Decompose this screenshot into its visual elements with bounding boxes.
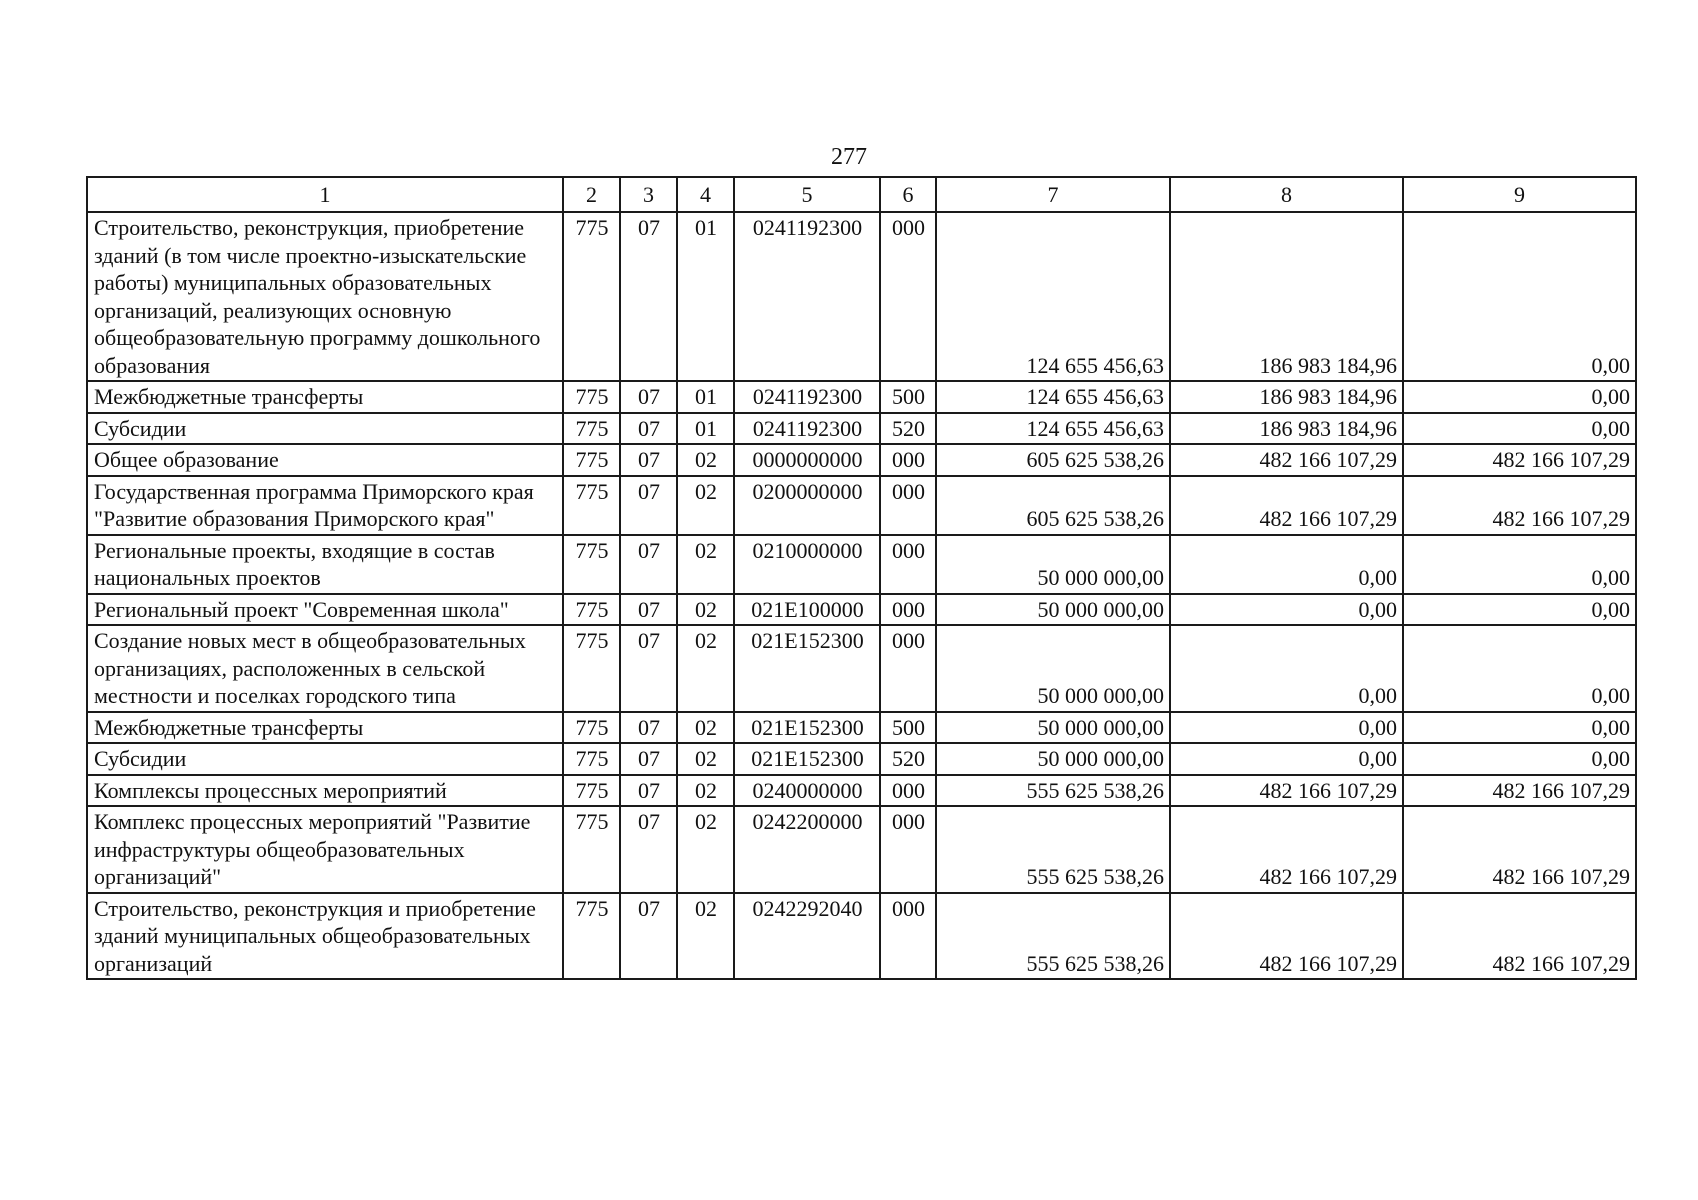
table-row xyxy=(87,212,1636,381)
amount-col7: 605 625 538,26 xyxy=(936,476,1170,535)
department-code: 775 xyxy=(563,381,620,413)
subsection-code: 01 xyxy=(677,413,734,445)
amount-col7: 124 655 456,63 xyxy=(936,381,1170,413)
section-code: 07 xyxy=(620,775,677,807)
table-row xyxy=(87,743,1636,775)
department-code: 775 xyxy=(563,625,620,712)
amount-col8: 186 983 184,96 xyxy=(1170,212,1403,381)
amount-col7: 555 625 538,26 xyxy=(936,806,1170,893)
amount-col7: 50 000 000,00 xyxy=(936,594,1170,626)
section-code: 07 xyxy=(620,712,677,744)
expense-type-code: 000 xyxy=(880,893,936,980)
amount-col9: 0,00 xyxy=(1403,212,1636,381)
row-name: Региональный проект "Современная школа" xyxy=(87,594,563,626)
target-article-code: 0241192300 xyxy=(734,413,880,445)
amount-col7: 124 655 456,63 xyxy=(936,212,1170,381)
department-code: 775 xyxy=(563,535,620,594)
target-article-code: 0210000000 xyxy=(734,535,880,594)
target-article-code: 021E152300 xyxy=(734,743,880,775)
subsection-code: 02 xyxy=(677,625,734,712)
amount-col7: 605 625 538,26 xyxy=(936,444,1170,476)
target-article-code: 0242200000 xyxy=(734,806,880,893)
column-header: 1 xyxy=(87,177,563,212)
row-name: Строительство, реконструкция и приобретение зданий муниципальных общеобразовательных организаций xyxy=(87,893,563,980)
amount-col9: 482 166 107,29 xyxy=(1403,476,1636,535)
amount-col8: 482 166 107,29 xyxy=(1170,775,1403,807)
department-code: 775 xyxy=(563,476,620,535)
amount-col7: 50 000 000,00 xyxy=(936,625,1170,712)
amount-col9: 0,00 xyxy=(1403,743,1636,775)
section-code: 07 xyxy=(620,212,677,381)
expense-type-code: 500 xyxy=(880,381,936,413)
department-code: 775 xyxy=(563,413,620,445)
subsection-code: 02 xyxy=(677,712,734,744)
subsection-code: 02 xyxy=(677,444,734,476)
amount-col8: 482 166 107,29 xyxy=(1170,476,1403,535)
expense-type-code: 520 xyxy=(880,743,936,775)
row-name: Субсидии xyxy=(87,743,563,775)
section-code: 07 xyxy=(620,535,677,594)
department-code: 775 xyxy=(563,594,620,626)
expense-type-code: 000 xyxy=(880,535,936,594)
expense-type-code: 500 xyxy=(880,712,936,744)
section-code: 07 xyxy=(620,444,677,476)
amount-col9: 0,00 xyxy=(1403,594,1636,626)
table-row xyxy=(87,775,1636,807)
subsection-code: 01 xyxy=(677,381,734,413)
row-name: Государственная программа Приморского края "Развитие образования Приморского края" xyxy=(87,476,563,535)
target-article-code: 021E152300 xyxy=(734,625,880,712)
section-code: 07 xyxy=(620,381,677,413)
subsection-code: 02 xyxy=(677,476,734,535)
amount-col9: 0,00 xyxy=(1403,381,1636,413)
subsection-code: 02 xyxy=(677,594,734,626)
expense-type-code: 000 xyxy=(880,476,936,535)
department-code: 775 xyxy=(563,893,620,980)
row-name: Создание новых мест в общеобразовательных организациях, расположенных в сельской местности и поселках городского типа xyxy=(87,625,563,712)
amount-col8: 186 983 184,96 xyxy=(1170,413,1403,445)
header-row xyxy=(87,177,1636,212)
row-name: Межбюджетные трансферты xyxy=(87,712,563,744)
target-article-code: 0200000000 xyxy=(734,476,880,535)
amount-col7: 124 655 456,63 xyxy=(936,413,1170,445)
section-code: 07 xyxy=(620,806,677,893)
table-row xyxy=(87,594,1636,626)
department-code: 775 xyxy=(563,712,620,744)
row-name: Комплекс процессных мероприятий "Развитие инфраструктуры общеобразовательных организаций" xyxy=(87,806,563,893)
expense-type-code: 000 xyxy=(880,212,936,381)
target-article-code: 0000000000 xyxy=(734,444,880,476)
amount-col9: 0,00 xyxy=(1403,535,1636,594)
column-header: 9 xyxy=(1403,177,1636,212)
table-row xyxy=(87,806,1636,893)
column-header: 4 xyxy=(677,177,734,212)
amount-col8: 0,00 xyxy=(1170,535,1403,594)
department-code: 775 xyxy=(563,806,620,893)
department-code: 775 xyxy=(563,444,620,476)
table-row xyxy=(87,712,1636,744)
subsection-code: 02 xyxy=(677,806,734,893)
amount-col8: 186 983 184,96 xyxy=(1170,381,1403,413)
amount-col9: 0,00 xyxy=(1403,413,1636,445)
table-row xyxy=(87,625,1636,712)
subsection-code: 01 xyxy=(677,212,734,381)
section-code: 07 xyxy=(620,413,677,445)
amount-col7: 50 000 000,00 xyxy=(936,743,1170,775)
expense-type-code: 000 xyxy=(880,625,936,712)
section-code: 07 xyxy=(620,893,677,980)
amount-col9: 482 166 107,29 xyxy=(1403,893,1636,980)
amount-col8: 482 166 107,29 xyxy=(1170,806,1403,893)
amount-col9: 0,00 xyxy=(1403,625,1636,712)
column-header: 2 xyxy=(563,177,620,212)
target-article-code: 0240000000 xyxy=(734,775,880,807)
table-row xyxy=(87,535,1636,594)
column-header: 5 xyxy=(734,177,880,212)
row-name: Субсидии xyxy=(87,413,563,445)
amount-col9: 482 166 107,29 xyxy=(1403,444,1636,476)
table-row xyxy=(87,476,1636,535)
table-row xyxy=(87,444,1636,476)
expense-type-code: 000 xyxy=(880,594,936,626)
department-code: 775 xyxy=(563,212,620,381)
table-row xyxy=(87,381,1636,413)
subsection-code: 02 xyxy=(677,775,734,807)
amount-col7: 555 625 538,26 xyxy=(936,893,1170,980)
expense-type-code: 520 xyxy=(880,413,936,445)
amount-col8: 482 166 107,29 xyxy=(1170,893,1403,980)
subsection-code: 02 xyxy=(677,535,734,594)
amount-col9: 482 166 107,29 xyxy=(1403,806,1636,893)
subsection-code: 02 xyxy=(677,893,734,980)
section-code: 07 xyxy=(620,594,677,626)
table-row xyxy=(87,893,1636,980)
section-code: 07 xyxy=(620,625,677,712)
row-name: Межбюджетные трансферты xyxy=(87,381,563,413)
target-article-code: 0241192300 xyxy=(734,381,880,413)
section-code: 07 xyxy=(620,743,677,775)
subsection-code: 02 xyxy=(677,743,734,775)
amount-col7: 50 000 000,00 xyxy=(936,712,1170,744)
amount-col7: 555 625 538,26 xyxy=(936,775,1170,807)
section-code: 07 xyxy=(620,476,677,535)
expense-type-code: 000 xyxy=(880,444,936,476)
column-header: 8 xyxy=(1170,177,1403,212)
amount-col8: 0,00 xyxy=(1170,712,1403,744)
target-article-code: 0241192300 xyxy=(734,212,880,381)
amount-col8: 0,00 xyxy=(1170,625,1403,712)
column-header: 3 xyxy=(620,177,677,212)
department-code: 775 xyxy=(563,743,620,775)
row-name: Комплексы процессных мероприятий xyxy=(87,775,563,807)
target-article-code: 021E100000 xyxy=(734,594,880,626)
row-name: Региональные проекты, входящие в состав национальных проектов xyxy=(87,535,563,594)
column-header: 7 xyxy=(936,177,1170,212)
page-number: 277 xyxy=(831,144,867,170)
target-article-code: 021E152300 xyxy=(734,712,880,744)
expense-type-code: 000 xyxy=(880,775,936,807)
amount-col8: 0,00 xyxy=(1170,743,1403,775)
amount-col9: 482 166 107,29 xyxy=(1403,775,1636,807)
amount-col8: 0,00 xyxy=(1170,594,1403,626)
target-article-code: 0242292040 xyxy=(734,893,880,980)
amount-col8: 482 166 107,29 xyxy=(1170,444,1403,476)
budget-table xyxy=(86,176,1637,980)
row-name: Строительство, реконструкция, приобретение зданий (в том числе проектно-изыскательские работы) муниципальных образовательных организаций, реализующих основную общеобразовательную программу дошкольного образования xyxy=(87,212,563,381)
amount-col9: 0,00 xyxy=(1403,712,1636,744)
department-code: 775 xyxy=(563,775,620,807)
table-row xyxy=(87,413,1636,445)
amount-col7: 50 000 000,00 xyxy=(936,535,1170,594)
expense-type-code: 000 xyxy=(880,806,936,893)
row-name: Общее образование xyxy=(87,444,563,476)
column-header: 6 xyxy=(880,177,936,212)
